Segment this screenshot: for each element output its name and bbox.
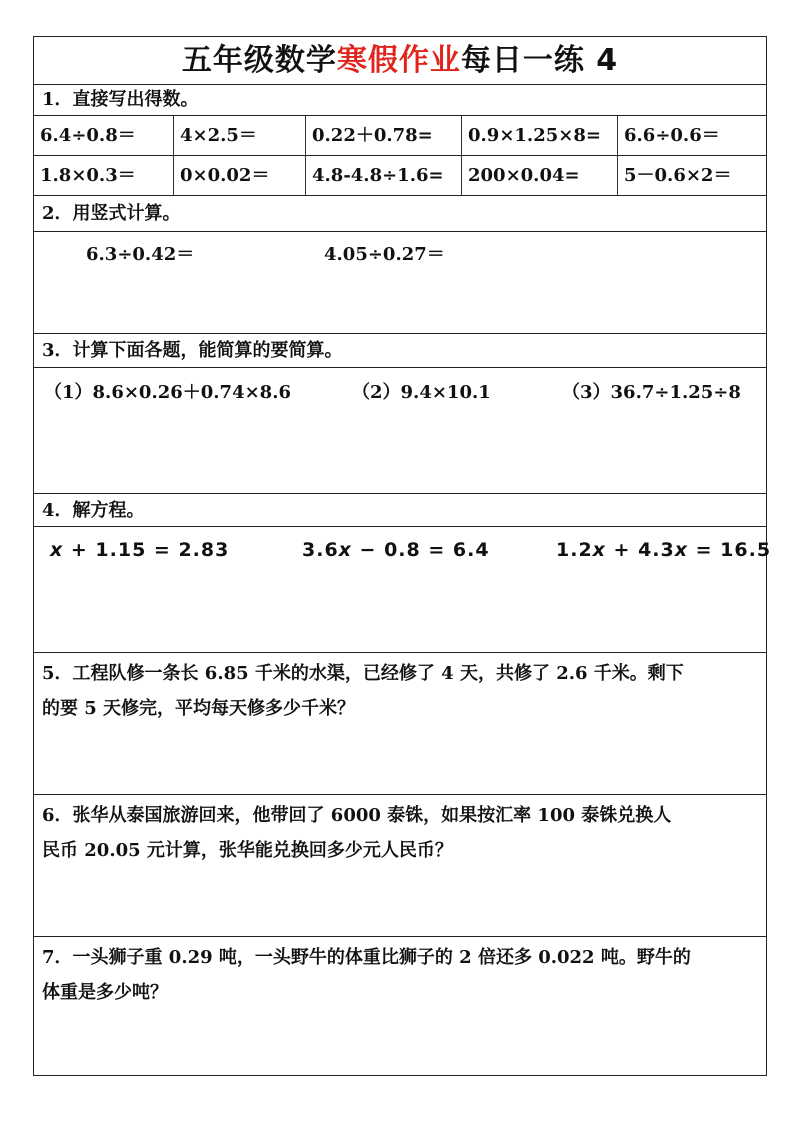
problem-7-line-2: 体重是多少吨？: [42, 982, 168, 1003]
equation-text: 3.6: [302, 539, 339, 561]
section-2-heading: 2．用竖式计算。: [34, 196, 766, 232]
section-3-work-area: [34, 368, 766, 494]
equation-text: 1.2: [556, 539, 593, 561]
calc-cell: 4×2.5＝: [174, 116, 306, 156]
problem-6-line-1: 6．张华从泰国旅游回来，他带回了 6000 泰铢，如果按汇率 100 泰铢兑换人: [42, 805, 672, 826]
page-title: [34, 37, 766, 85]
problem-5-line-2: 的要 5 天修完，平均每天修多少千米？: [42, 698, 356, 719]
calc-cell: 4.8-4.8÷1.6=: [306, 156, 462, 196]
simplify-item-2: （2）9.4×10.1: [352, 382, 491, 403]
title-highlight: 寒假作业: [336, 43, 461, 78]
equation-text: + 1.15 = 2.83: [63, 539, 230, 561]
section-3-heading: 3．计算下面各题，能简算的要简算。: [34, 334, 766, 368]
oral-calc-row-2: [34, 156, 766, 196]
oral-calc-row-1: [34, 116, 766, 156]
equation-3: [556, 539, 771, 561]
problem-7: [34, 937, 766, 1075]
variable-x: x: [592, 539, 606, 561]
calc-cell: 0.9×1.25×8=: [462, 116, 618, 156]
equation-text: = 16.5: [688, 539, 772, 561]
calc-cell: 1.8×0.3＝: [34, 156, 174, 196]
calc-cell: 0.22＋0.78=: [306, 116, 462, 156]
vertical-calc-1: 6.3÷0.42＝: [86, 244, 195, 265]
equation-text: − 0.8 = 6.4: [351, 539, 490, 561]
calc-cell: 5－0.6×2＝: [624, 165, 732, 186]
worksheet: [33, 36, 772, 1076]
problem-5: [34, 653, 766, 795]
section-4-heading: 4．解方程。: [34, 494, 766, 527]
simplify-item-1: （1）8.6×0.26＋0.74×8.6: [44, 382, 291, 403]
vertical-calc-2: 4.05÷0.27＝: [324, 244, 445, 265]
problem-5-line-1: 5．工程队修一条长 6.85 千米的水渠，已经修了 4 天，共修了 2.6 千米。剩下: [42, 663, 684, 684]
calc-cell: 0×0.02＝: [174, 156, 306, 196]
problem-6-line-2: 民币 20.05 元计算，张华能兑换回多少元人民币？: [42, 840, 453, 861]
simplify-item-3: （3）36.7÷1.25÷8: [562, 382, 741, 403]
equation-2: [302, 539, 490, 561]
variable-x: x: [338, 539, 352, 561]
section-2-work-area: [34, 232, 766, 334]
section-1-heading: 1．直接写出得数。: [34, 85, 766, 116]
variable-x: x: [50, 539, 64, 561]
calc-cell: 6.6÷0.6＝: [624, 125, 720, 146]
problem-7-line-1: 7．一头狮子重 0.29 吨，一头野牛的体重比狮子的 2 倍还多 0.022 吨。野牛的: [42, 947, 691, 968]
calc-cell: 6.4÷0.8＝: [34, 116, 174, 156]
variable-x: x: [674, 539, 689, 561]
section-4-work-area: [34, 527, 772, 653]
title-part1: 五年级数学: [181, 43, 337, 78]
problem-6: [34, 795, 766, 937]
equation-1: [50, 539, 229, 561]
equation-text: + 4.3: [605, 539, 675, 561]
title-part3: 每日一练 4: [460, 43, 619, 78]
calc-cell: 200×0.04=: [462, 156, 618, 196]
